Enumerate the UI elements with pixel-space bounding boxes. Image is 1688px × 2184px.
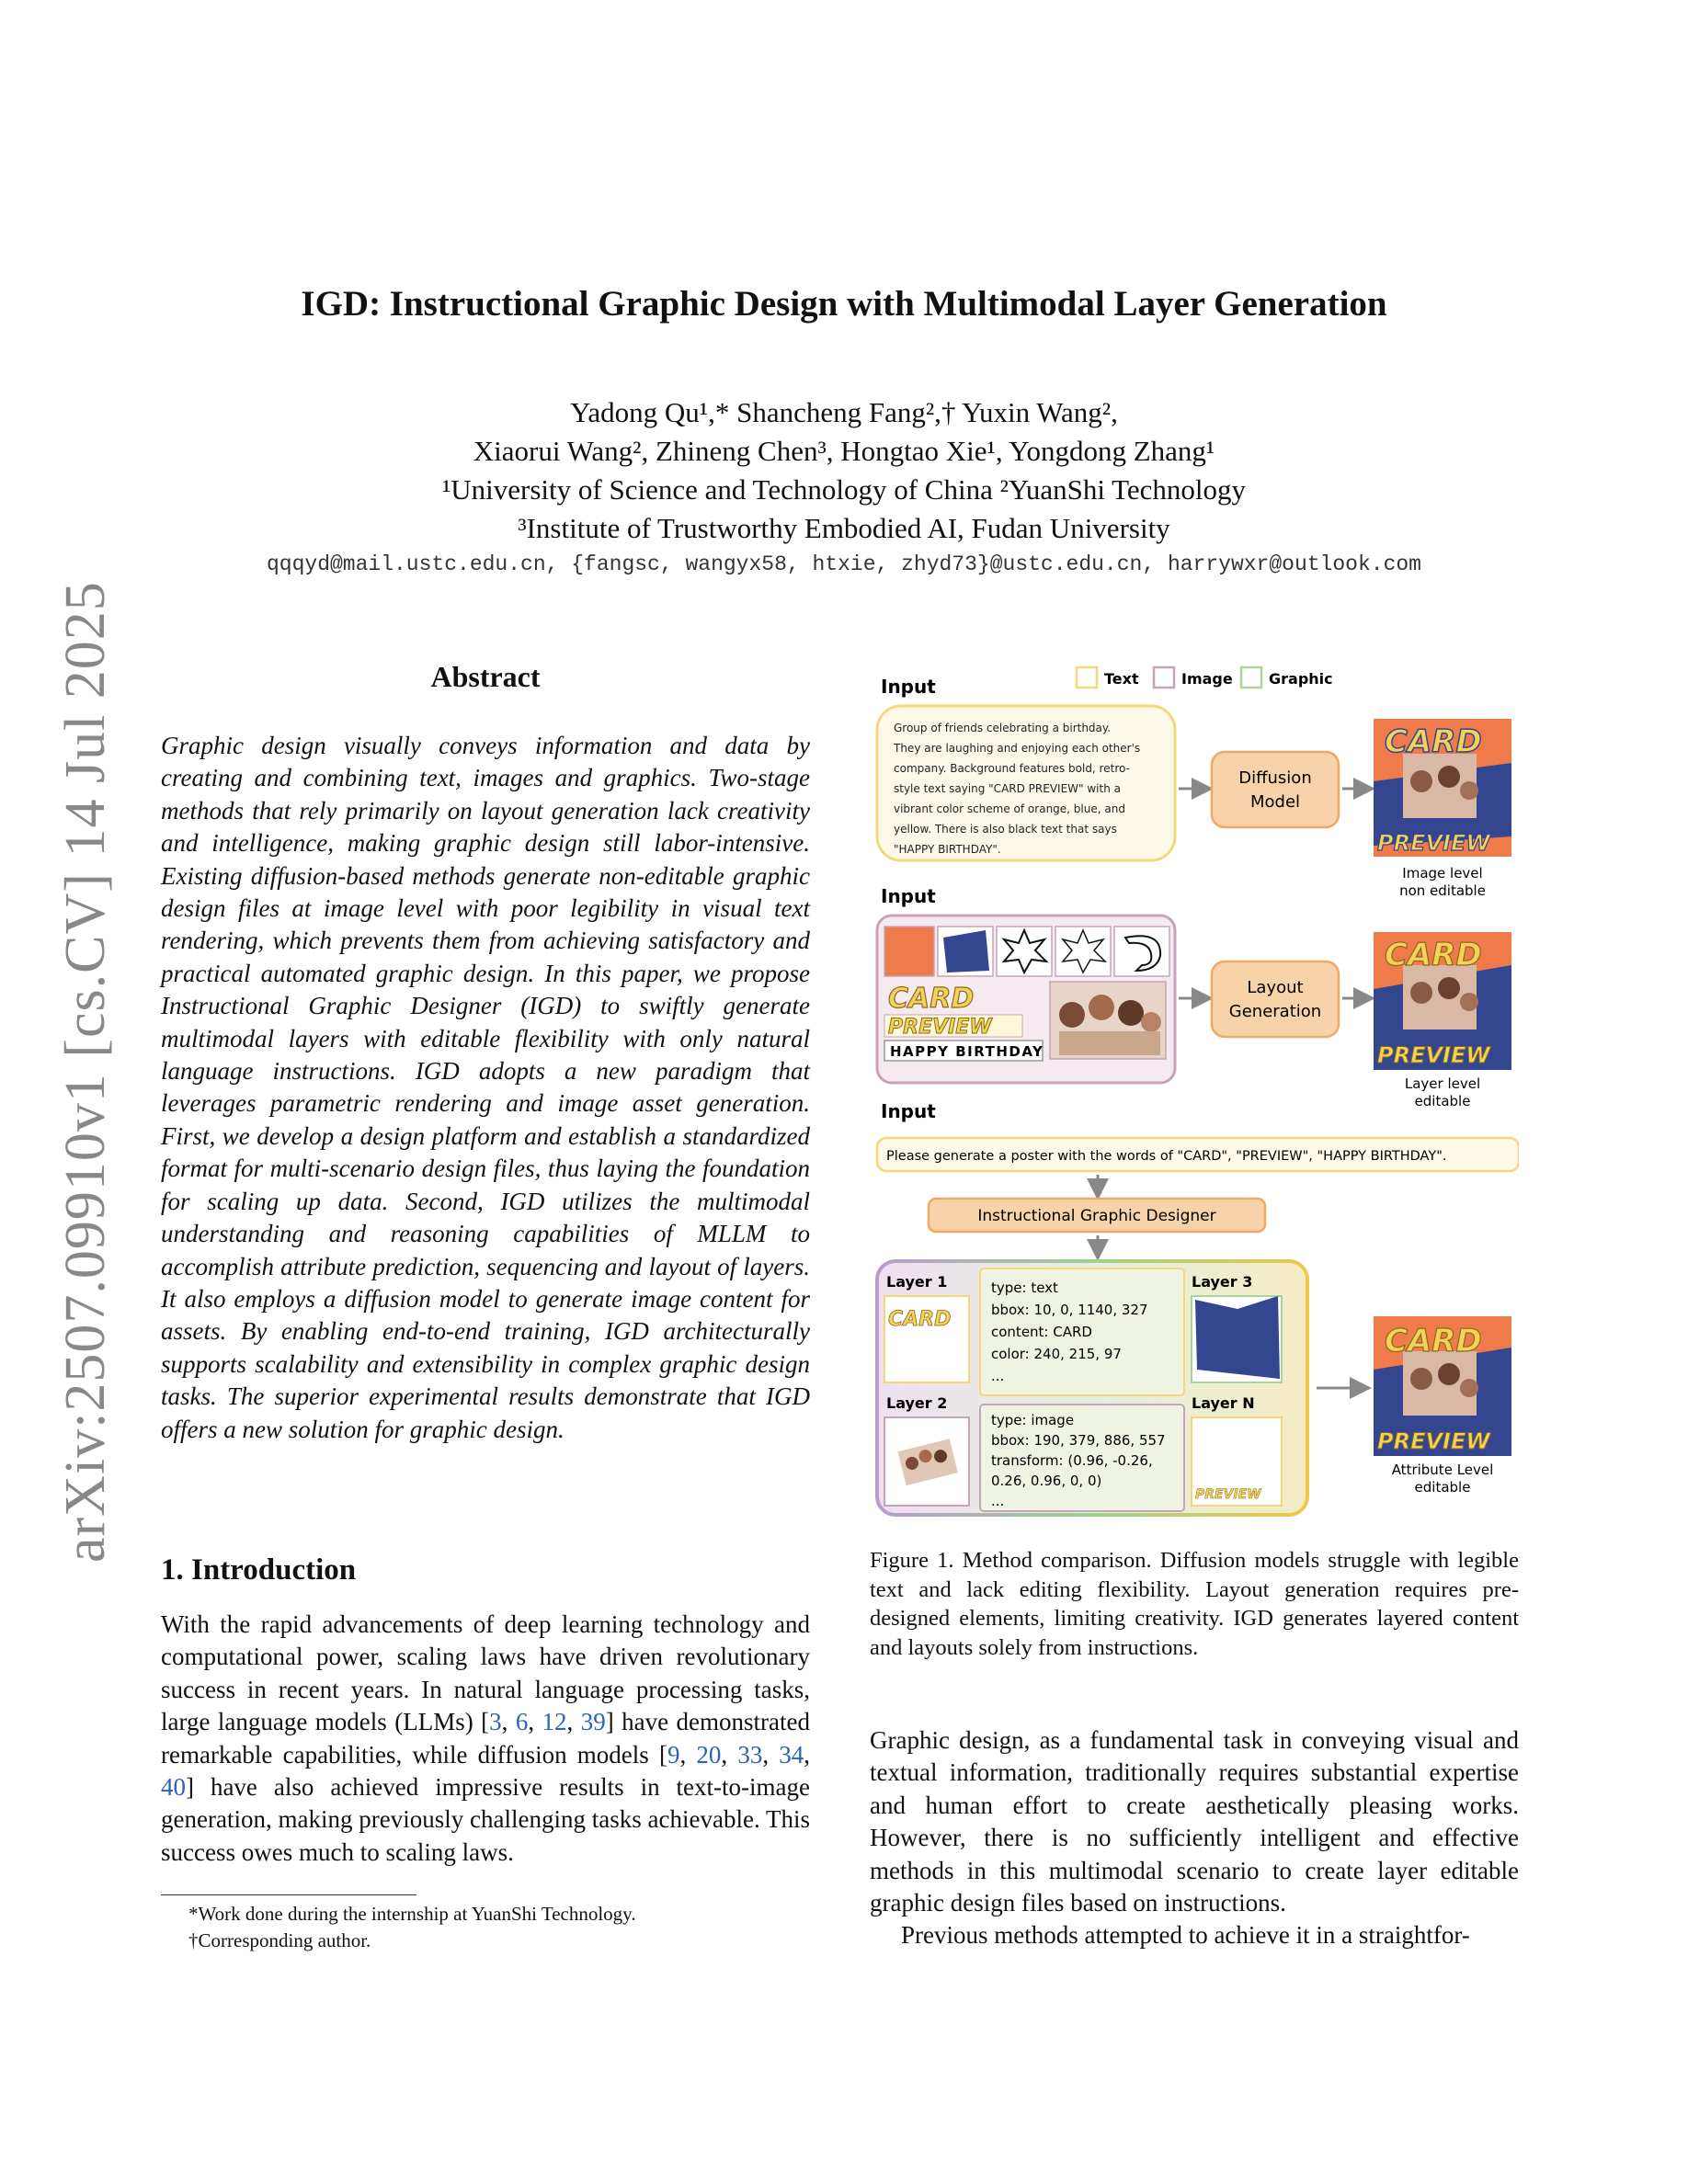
affiliation-line-2: ³Institute of Trustworthy Embodied AI, Fudan University (518, 512, 1170, 544)
layer-n-thumb-text: PREVIEW (1195, 1487, 1261, 1502)
intro-paragraph: With the rapid advancements of deep learning technology and computational power, scaling laws have driven revolutionary success in recent years. In natural language processing tasks, large language models (LLMs) [3, 6, 12, 39] have demonstrated remarkable capabilities, while diffusion models [9, 20, 33, 34, 40] have also achieved impressive results in text-to-image generation, making previously challenging tasks achievable. This success owes much to scaling laws. (161, 1610, 811, 1866)
footnote-2: †Corresponding author. (188, 1929, 371, 1951)
diffusion-output-poster (1374, 719, 1511, 857)
output-caption: Attribute Level (1391, 1462, 1494, 1478)
attr-line: content: CARD (991, 1324, 1092, 1340)
footnote-divider (161, 1894, 416, 1895)
poster-card-text: CARD (1385, 937, 1482, 973)
right-paragraph-2: Previous methods attempted to achieve it in a straightfor- (901, 1921, 1470, 1950)
citation-link[interactable]: 6 (515, 1708, 529, 1736)
layout-generation-box (1212, 961, 1339, 1037)
citation-link[interactable]: 39 (580, 1708, 606, 1736)
intro-text: ] have also achieved impressive results in text-to-image generation, making previously challenging tasks achievable. This success owes much to scaling laws. (161, 1773, 810, 1866)
citation-link[interactable]: 12 (542, 1708, 567, 1736)
blue-shape-asset (943, 930, 989, 973)
citation-link[interactable]: 9 (667, 1740, 680, 1769)
poster-preview-text: PREVIEW (1377, 830, 1490, 856)
authors-line-1: Yadong Qu¹,* Shancheng Fang²,† Yuxin Wang², (570, 396, 1118, 428)
igd-output-poster (1374, 1316, 1511, 1456)
prompt-line: style text saying "CARD PREVIEW" with a (894, 782, 1121, 795)
orange-square-asset (884, 927, 934, 976)
paper-title: IGD: Instructional Graphic Design with Multimodal Layer Generation (301, 284, 1387, 324)
right-paragraph-1: Graphic design, as a fundamental task in conveying visual and textual information, traditionally requires substantial expertise and human effort to create aesthetically pleasing works. However, there is no sufficiently intelligent and effective methods in this multimodal scenario to create layer editable graphic design files based on instructions. (870, 1726, 1519, 1917)
input-label-3: Input (881, 1100, 936, 1122)
intro-text: ] have demonstrated remarkable capabilities, while diffusion models [ (161, 1708, 810, 1769)
poster-card-text: CARD (1385, 1323, 1482, 1359)
legend-image-swatch (1154, 667, 1174, 688)
card-text-asset: CARD (888, 983, 975, 1015)
citation-link[interactable]: 20 (696, 1740, 722, 1769)
layout-generation-label: Generation (1228, 1002, 1322, 1021)
output-caption: Image level (1402, 865, 1483, 882)
attr-line: type: image (991, 1412, 1075, 1428)
prompt-line: Group of friends celebrating a birthday. (894, 722, 1112, 734)
intro-text: With the rapid advancements of deep learning technology and computational power, scaling laws have driven revolutionary success in recent years. In natural language processing tasks, large language models (LLMs) [ (161, 1610, 810, 1736)
output-caption: non editable (1399, 882, 1486, 899)
output-caption: editable (1414, 1093, 1471, 1109)
diffusion-model-box (1212, 752, 1339, 827)
attr-line: bbox: 190, 379, 886, 557 (991, 1432, 1166, 1449)
prompt-line: company. Background features bold, retro- (894, 762, 1130, 775)
layer-n-label: Layer N (1192, 1394, 1255, 1412)
poster-card-text: CARD (1385, 723, 1482, 760)
attr-line: bbox: 10, 0, 1140, 327 (991, 1302, 1148, 1318)
citation-link[interactable]: 3 (489, 1708, 502, 1736)
citation-link[interactable]: 33 (737, 1740, 763, 1769)
attr-line: transform: (0.96, -0.26, (991, 1452, 1153, 1469)
attr-line: color: 240, 215, 97 (991, 1346, 1122, 1362)
input-label-1: Input (881, 676, 936, 698)
output-caption: Layer level (1404, 1075, 1481, 1092)
igd-label: Instructional Graphic Designer (977, 1207, 1216, 1225)
legend-text-swatch (1077, 667, 1097, 688)
footnotes (188, 1901, 636, 1954)
prompt-line: yellow. There is also black text that says (894, 823, 1117, 836)
diffusion-model-label: Diffusion (1238, 768, 1312, 788)
affiliation-line-1: ¹University of Science and Technology of China ²YuanShi Technology (441, 473, 1247, 506)
figure-caption: Figure 1. Method comparison. Diffusion models struggle with legible text and lack editing flexibility. Layout generation requires pre-designed elements, limiting creativity. IGD generates layered content and layouts solely from instructions. (870, 1548, 1519, 1660)
layer-1-label: Layer 1 (886, 1273, 948, 1291)
layer-1-thumb-text: CARD (888, 1308, 952, 1331)
abstract-text: Graphic design visually conveys information and data by creating and combining text, images and graphics. Two-stage methods that rely primarily on layout generation lack creativity and intelligence, making graphic design still labor-intensive. Existing diffusion-based methods generate non-editable graphic design files at image level with poor legibility in visual text rendering, which prevents them from achieving satisfactory and practical automated graphic design. In this paper, we propose Instructional Graphic Designer (IGD) to swiftly generate multimodal layers with editable flexibility with only natural language instructions. IGD adopts a new paradigm that leverages parametric rendering and image asset generation. First, we develop a design platform and establish a standardized format for multi-scenario design files, thus laying the foundation for scaling up data. Second, IGD utilizes the multimodal understanding and reasoning capabilities of MLLM to accomplish attribute prediction, sequencing and layout of layers. It also employs a diffusion model to generate image content for assets. By enabling end-to-end training, IGD architecturally supports scalability and extensibility in complex graphic design tasks. The superior experimental results demonstrate that IGD offers a new solution for graphic design. (161, 732, 810, 1443)
output-caption: editable (1414, 1479, 1471, 1496)
legend-graphic-swatch (1241, 667, 1261, 688)
legend-image-label: Image (1181, 670, 1233, 688)
footnote-1: *Work done during the internship at YuanShi Technology. (188, 1903, 636, 1925)
attr-line: 0.26, 0.96, 0, 0) (991, 1473, 1102, 1489)
author-emails: qqqyd@mail.ustc.edu.cn, {fangsc, wangyx58, htxie, zhyd73}@ustc.edu.cn, harrywxr@outlook.com (266, 552, 1421, 576)
prompt-line: "HAPPY BIRTHDAY". (894, 843, 1001, 856)
citation-link[interactable]: 34 (779, 1740, 804, 1769)
input-label-2: Input (881, 885, 936, 907)
figure-1 (870, 662, 1519, 1517)
citation-link[interactable]: 40 (161, 1773, 186, 1802)
prompt-line: They are laughing and enjoying each other's (894, 742, 1141, 755)
arxiv-identifier: arXiv:2507.09910v1 [cs.CV] 14 Jul 2025 (54, 581, 117, 1563)
legend-text-label: Text (1104, 670, 1139, 688)
layout-generation-label: Layout (1247, 978, 1304, 997)
layer-2-label: Layer 2 (886, 1394, 948, 1412)
layer-3-label: Layer 3 (1192, 1273, 1253, 1291)
right-column-text (870, 1724, 1519, 1952)
instruction-text: Please generate a poster with the words of "CARD", "PREVIEW", "HAPPY BIRTHDAY". (886, 1149, 1447, 1164)
attr-line: ... (991, 1368, 1005, 1384)
authors-line-2: Xiaorui Wang², Zhineng Chen³, Hongtao Xie¹, Yongdong Zhang¹ (473, 435, 1215, 467)
figure-legend (1077, 667, 1333, 688)
poster-preview-text: PREVIEW (1377, 1042, 1490, 1068)
author-block (0, 393, 1688, 548)
poster-preview-text: PREVIEW (1377, 1428, 1490, 1454)
diffusion-model-label: Model (1249, 792, 1301, 812)
introduction-heading: 1. Introduction (161, 1553, 357, 1587)
attr-line: type: text (991, 1280, 1058, 1296)
happy-birthday-asset: HAPPY BIRTHDAY (890, 1043, 1044, 1060)
attr-line: ... (991, 1493, 1005, 1509)
abstract-heading: Abstract (430, 660, 541, 693)
prompt-line: vibrant color scheme of orange, blue, and (894, 802, 1125, 815)
legend-graphic-label: Graphic (1269, 670, 1333, 688)
layout-output-poster (1374, 932, 1511, 1070)
preview-text-asset: PREVIEW (888, 1016, 992, 1039)
